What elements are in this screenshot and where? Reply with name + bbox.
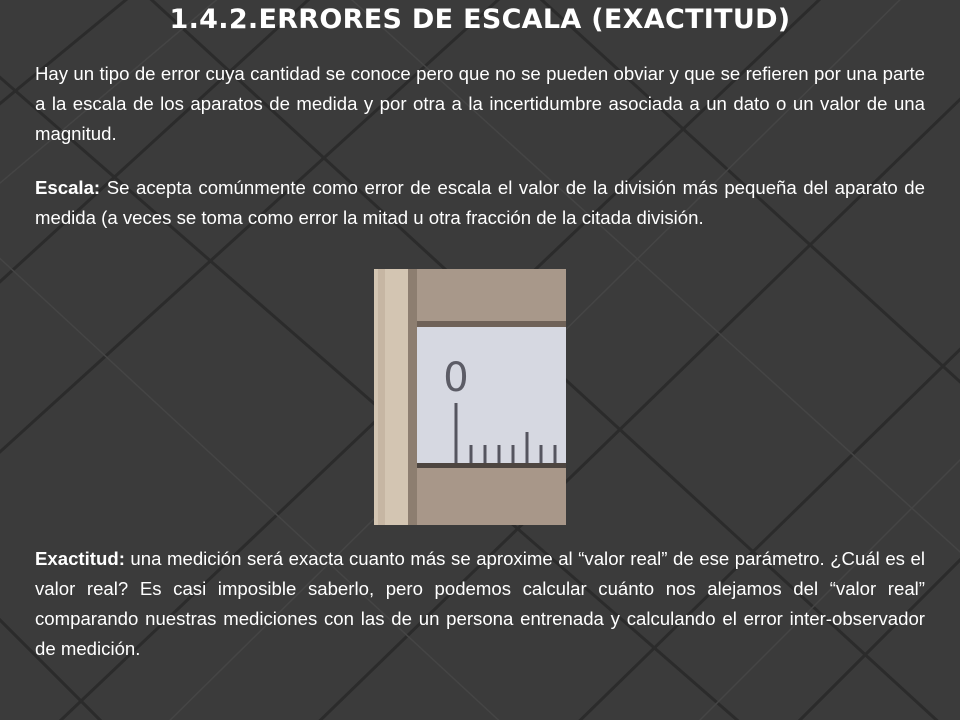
exactitud-label: Exactitud: (35, 548, 125, 569)
exactitud-paragraph (35, 544, 925, 664)
escala-label: Escala: (35, 177, 101, 198)
intro-paragraph: Hay un tipo de error cuya cantidad se conoce pero que no se pueden obviar y que se refieren por una parte a la escala de los aparatos de medida y por otra a la incertidumbre asociada a un dato o un valor de una magnitud. (35, 63, 925, 144)
ruler-zero-label: 0 (443, 355, 469, 401)
escala-paragraph (35, 173, 925, 233)
ruler-divider-bar (408, 269, 417, 525)
ruler-scale-photo (374, 269, 566, 525)
ruler-scale-window (417, 327, 566, 463)
exactitud-text: una medición será exacta cuanto más se aproxime al “valor real” de ese parámetro. ¿Cuál es el valor real? Es casi imposible saberlo, pero podemos calcular cuánto nos alejamos del “valor real” comparando nuestras mediciones con las de un persona entrenada y calculando el error inter-observador de medición. (35, 548, 925, 659)
escala-text: Se acepta comúnmente como error de escala el valor de la división más pequeña del aparato de medida (a veces se toma como error la mitad u otra fracción de la citada división. (35, 177, 925, 228)
slide-title: 1.4.2.ERRORES DE ESCALA (EXACTITUD) (169, 4, 791, 35)
